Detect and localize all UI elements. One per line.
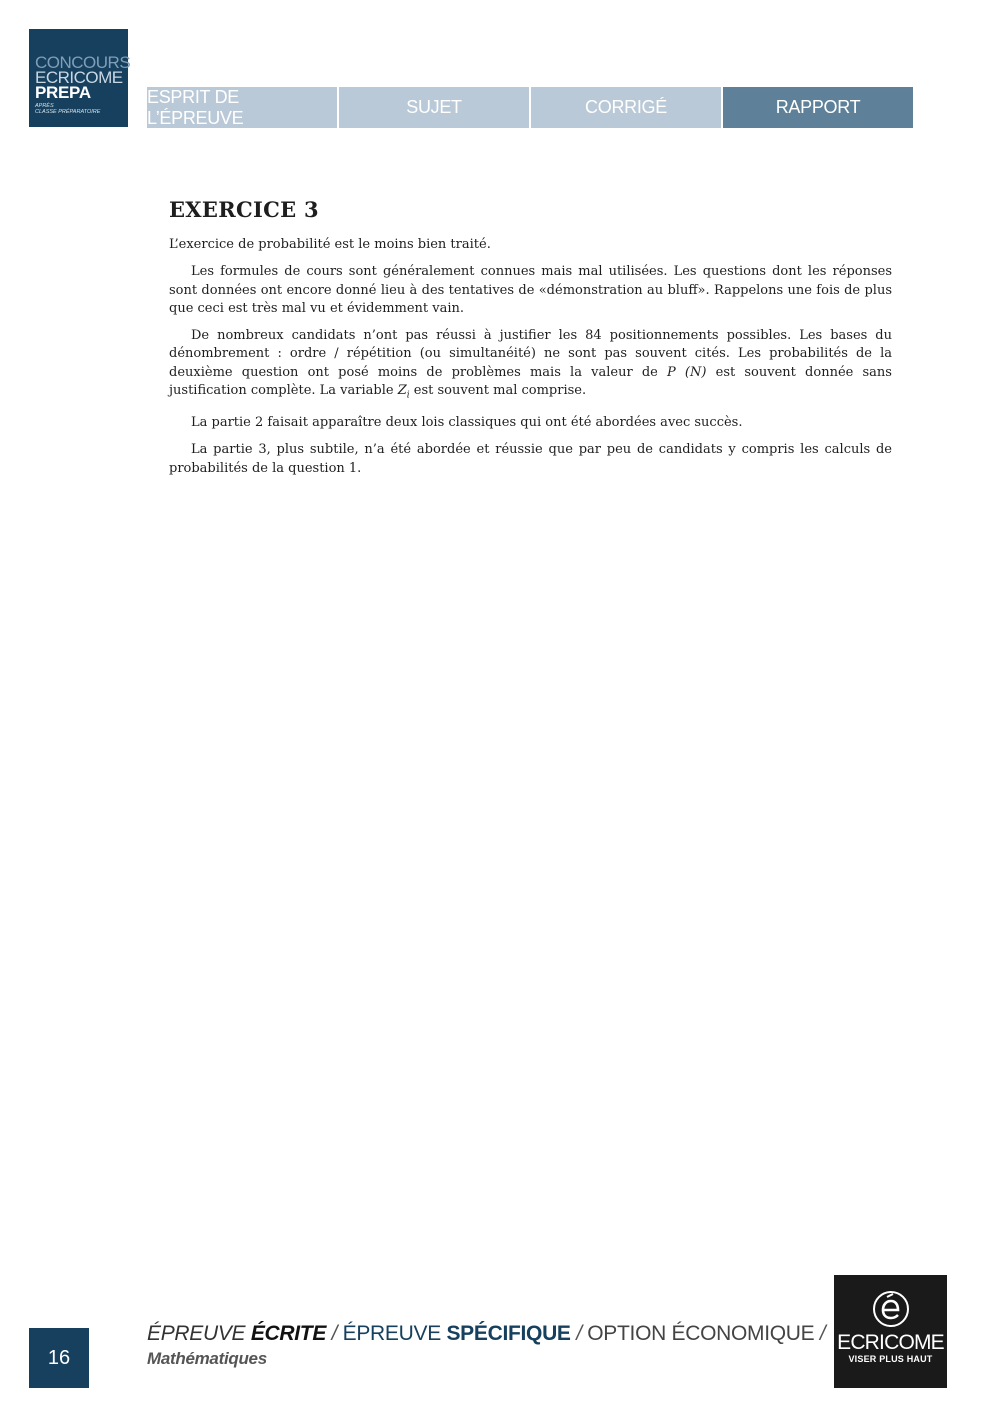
section-tabs [147, 87, 915, 128]
footer-option: OPTION ÉCONOMIQUE [587, 1322, 815, 1345]
paragraph-1: L’exercice de probabilité est le moins bien traité. [169, 237, 491, 252]
report-content [169, 197, 892, 487]
paragraph-3 [169, 327, 892, 405]
tab-corrige[interactable]: CORRIGÉ [531, 87, 721, 128]
logo-sub-classe: CLASSE PRÉPARATOIRE [35, 109, 101, 115]
ecricome-wordmark: ECRICOME [837, 1331, 944, 1354]
paragraph-5: La partie 3, plus subtile, n’a été abordée et réussie que par peu de candidats y compris les calculs de probabilités de la question 1. [169, 442, 892, 476]
math-p-of-n: P (N) [667, 364, 707, 380]
tab-sujet[interactable]: SUJET [339, 87, 529, 128]
footer-breadcrumb [147, 1321, 825, 1371]
logo-line-ecricome: ECRICOME [35, 68, 123, 87]
footer-epreuve-2: ÉPREUVE [342, 1322, 447, 1345]
tab-esprit[interactable]: ESPRIT DE L’ÉPREUVE [147, 87, 337, 128]
ecricome-logo [834, 1275, 947, 1388]
concours-logo [29, 29, 131, 127]
e-circle-icon [871, 1289, 911, 1329]
paragraph-3-text-b: est souvent donnée sans justification complète. La variable [169, 364, 892, 399]
paragraph-3-text-a: De nombreux candidats n’ont pas réussi à justifier les 84 positionnements possibles. Les bases du dénombrement : ordre / répétition (ou simultanéité) ne sont pas souvent cités. Les probabilités de la deuxième question ont posé moins de problèmes mais la valeur de [169, 328, 892, 380]
footer-subject: Mathématiques [147, 1349, 267, 1368]
ecricome-tagline: VISER PLUS HAUT [848, 1354, 933, 1364]
math-z-i [397, 383, 410, 401]
footer-separator-2: / [570, 1322, 588, 1345]
logo-line-concours: CONCOURS [35, 53, 131, 72]
logo-sub-apres: APRÈS [35, 103, 54, 109]
footer-epreuve: ÉPREUVE [147, 1322, 251, 1345]
math-z: Z [397, 383, 407, 399]
footer-line [147, 1321, 825, 1347]
logo-line-prepa: PREPA [35, 83, 91, 102]
footer-ecrite: ÉCRITE [250, 1322, 327, 1345]
footer-separator-3: / [814, 1322, 826, 1345]
footer-specifique: SPÉCIFIQUE [446, 1322, 571, 1345]
paragraph-4: La partie 2 faisait apparaître deux lois classiques qui ont été abordées avec succès. [191, 414, 743, 430]
tab-rapport[interactable]: RAPPORT [723, 87, 913, 128]
exercise-title: EXERCICE 3 [169, 197, 319, 222]
paragraph-3-text-c: est souvent mal comprise. [409, 383, 587, 399]
page-number: 16 [29, 1328, 89, 1388]
math-subscript-i: i [406, 390, 410, 401]
footer-separator-1: / [326, 1322, 343, 1345]
paragraph-2: Les formules de cours sont généralement connues mais mal utilisées. Les questions dont les réponses sont données ont encore donné lieu à des tentatives de «démonstration au bluff». Rappelons une fois de plus que ceci est très mal vu et évidemment vain. [169, 264, 892, 316]
